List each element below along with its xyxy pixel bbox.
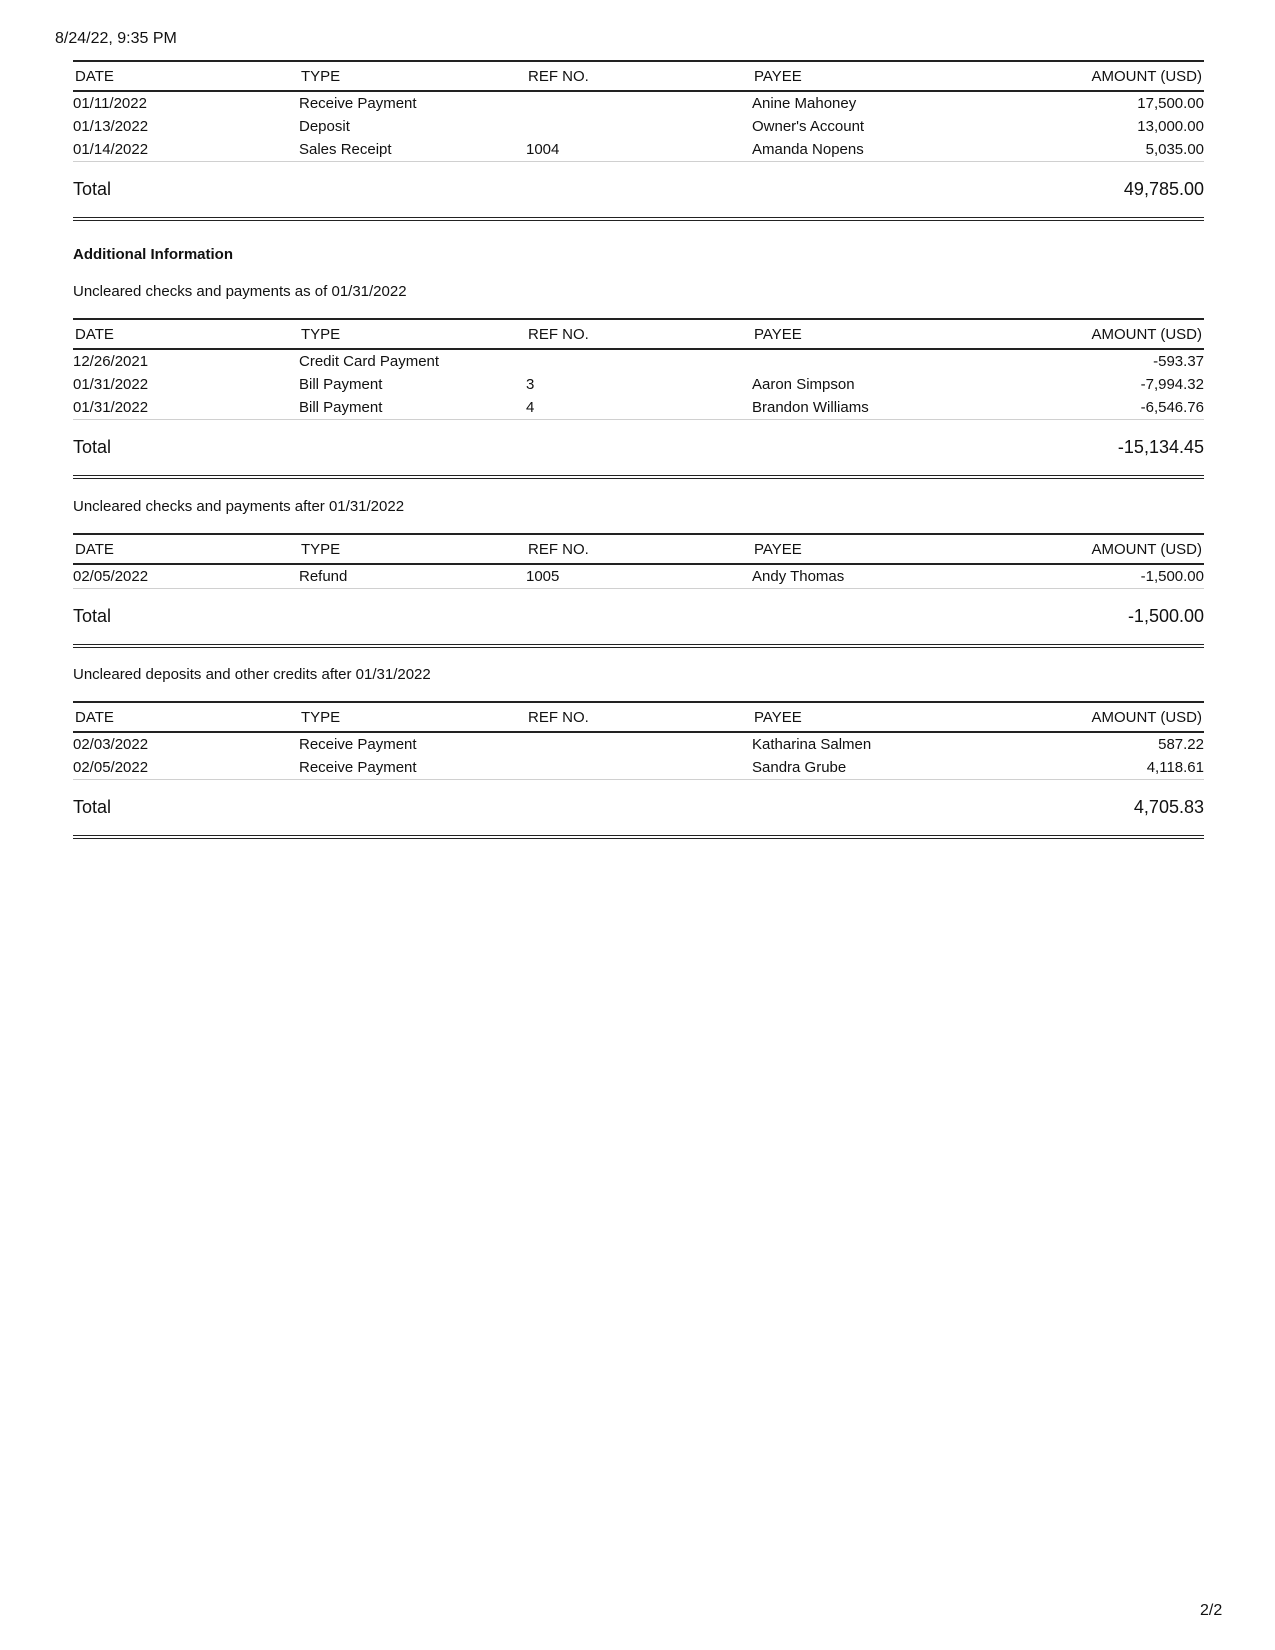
cell-ref: 4 [526, 396, 752, 420]
section-uncleared-checks-as-of [73, 318, 1204, 479]
column-header-amount: AMOUNT (USD) [978, 702, 1204, 732]
cell-amount: -7,994.32 [1140, 376, 1204, 393]
cell-amount: 5,035.00 [978, 138, 1204, 162]
table-header-row [73, 61, 1204, 91]
cell-amount: 17,500.00 [1137, 95, 1204, 112]
total-label: Total [73, 797, 112, 817]
column-header-date: DATE [73, 61, 299, 91]
cell-ref: 3 [526, 376, 535, 393]
cell-type: Refund [299, 564, 526, 589]
table-header-row [73, 702, 1204, 732]
table-header-row [73, 319, 1204, 349]
column-header-type: TYPE [299, 319, 526, 349]
transactions-table [73, 318, 1204, 420]
cell-ref [526, 732, 752, 756]
cell-type: Deposit [299, 118, 350, 135]
table-row [73, 91, 1204, 115]
column-header-payee: PAYEE [752, 61, 978, 91]
column-header-ref: REF NO. [526, 319, 752, 349]
column-header-payee: PAYEE [752, 319, 978, 349]
cell-date: 02/05/2022 [73, 564, 299, 589]
section-deposits [73, 60, 1204, 221]
total-value: -1,500.00 [1127, 606, 1204, 626]
cell-amount: -1,500.00 [978, 564, 1204, 589]
table-row [73, 138, 1204, 162]
cell-payee: Brandon Williams [752, 396, 978, 420]
table-row [73, 396, 1204, 420]
cell-type: Bill Payment [299, 376, 383, 393]
table-row [73, 115, 1204, 138]
cell-date: 01/13/2022 [73, 118, 149, 135]
cell-date: 01/31/2022 [73, 396, 299, 420]
total-label: Total [73, 437, 112, 457]
column-header-ref: REF NO. [526, 61, 752, 91]
section-title-uncleared-checks-as-of: Uncleared checks and payments as of 01/31/2022 [73, 283, 407, 300]
cell-date: 01/14/2022 [73, 138, 299, 162]
transactions-table [73, 60, 1204, 162]
cell-date: 02/03/2022 [73, 736, 149, 753]
cell-amount: 587.22 [1158, 736, 1204, 753]
section-uncleared-checks-after [73, 533, 1204, 648]
page-number: 2/2 [1200, 1602, 1223, 1619]
column-header-type: TYPE [299, 534, 526, 564]
cell-payee: Anine Mahoney [752, 95, 857, 112]
cell-amount: -593.37 [1153, 353, 1204, 370]
cell-type: Receive Payment [299, 736, 417, 753]
table-header-row [73, 534, 1204, 564]
cell-payee: Sandra Grube [752, 756, 978, 780]
print-timestamp: 8/24/22, 9:35 PM [55, 30, 177, 47]
section-title-uncleared-checks-after: Uncleared checks and payments after 01/31/2022 [73, 498, 405, 515]
cell-type: Bill Payment [299, 396, 526, 420]
column-header-date: DATE [73, 534, 299, 564]
column-header-date: DATE [73, 319, 299, 349]
cell-ref: 1005 [526, 564, 752, 589]
cell-amount: -6,546.76 [978, 396, 1204, 420]
additional-info-heading: Additional Information [73, 246, 233, 263]
column-header-amount: AMOUNT (USD) [978, 319, 1204, 349]
table-row [73, 756, 1204, 780]
cell-date: 01/31/2022 [73, 376, 149, 393]
cell-payee: Amanda Nopens [752, 138, 978, 162]
cell-payee [752, 349, 978, 373]
cell-payee: Aaron Simpson [752, 376, 855, 393]
column-header-type: TYPE [299, 61, 526, 91]
column-header-type: TYPE [299, 702, 526, 732]
cell-type: Sales Receipt [299, 138, 526, 162]
cell-amount: 4,118.61 [978, 756, 1204, 780]
total-row [73, 162, 1204, 221]
cell-type: Receive Payment [299, 756, 526, 780]
transactions-table [73, 533, 1204, 589]
column-header-payee: PAYEE [752, 702, 978, 732]
table-row [73, 564, 1204, 589]
table-row [73, 732, 1204, 756]
cell-ref: 1004 [526, 138, 752, 162]
cell-ref [526, 115, 752, 138]
cell-ref [526, 349, 752, 373]
cell-date: 01/11/2022 [73, 95, 147, 112]
total-label: Total [73, 179, 112, 199]
total-label: Total [73, 606, 112, 626]
section-uncleared-deposits-after [73, 701, 1204, 839]
transactions-table [73, 701, 1204, 780]
total-row [73, 589, 1204, 648]
cell-type: Receive Payment [299, 95, 417, 112]
cell-ref [526, 756, 752, 780]
column-header-amount: AMOUNT (USD) [978, 534, 1204, 564]
total-row [73, 780, 1204, 839]
cell-amount: 13,000.00 [1137, 118, 1204, 135]
column-header-amount: AMOUNT (USD) [978, 61, 1204, 91]
total-value: 49,785.00 [1123, 179, 1204, 199]
section-title-uncleared-deposits-after: Uncleared deposits and other credits after 01/31/2022 [73, 666, 431, 683]
cell-ref [526, 91, 752, 115]
total-row [73, 420, 1204, 479]
table-row [73, 373, 1204, 396]
total-value: 4,705.83 [1133, 797, 1204, 817]
cell-payee: Andy Thomas [752, 564, 978, 589]
cell-payee: Katharina Salmen [752, 736, 872, 753]
column-header-payee: PAYEE [752, 534, 978, 564]
table-row [73, 349, 1204, 373]
cell-payee: Owner's Account [752, 118, 865, 135]
cell-type: Credit Card Payment [299, 353, 440, 370]
column-header-date: DATE [73, 702, 299, 732]
column-header-ref: REF NO. [526, 534, 752, 564]
cell-date: 02/05/2022 [73, 756, 299, 780]
total-value: -15,134.45 [1117, 437, 1204, 457]
column-header-ref: REF NO. [526, 702, 752, 732]
cell-date: 12/26/2021 [73, 353, 149, 370]
